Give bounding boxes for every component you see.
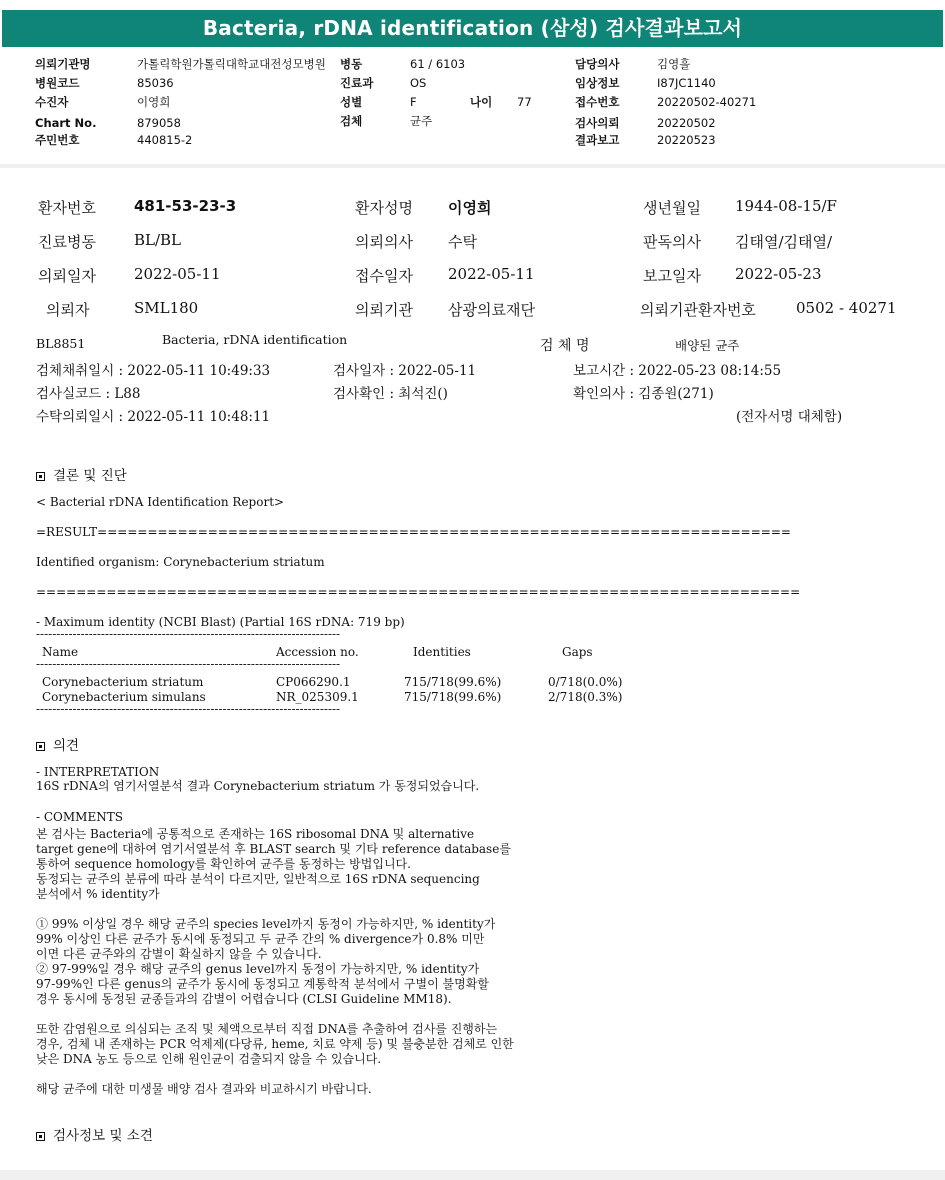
org-patient-no-label: 의뢰기관환자번호: [640, 301, 756, 319]
criteria-line: 이면 다른 균주와의 감별이 확실하지 않을 수 있습니다.: [36, 947, 322, 961]
receipt-no-label: 접수번호: [575, 95, 620, 109]
report-title: Bacteria, rDNA identification (삼성) 검사결과보고서: [2, 10, 943, 47]
test-name: Bacteria, rDNA identification: [162, 332, 348, 347]
req-doctor: 수탁: [448, 233, 477, 251]
request-header: [0, 47, 945, 164]
col-accession: Accession no.: [276, 645, 359, 659]
patient-no-label: 환자번호: [38, 199, 96, 217]
specimen-name-label: 검 체 명: [540, 338, 590, 354]
ward-2: BL/BL: [134, 231, 182, 249]
equals-line: ============================================================================: [36, 585, 801, 599]
test-date: 검사일자 : 2022-05-11: [333, 363, 477, 379]
max-identity: - Maximum identity (NCBI Blast) (Partial 16S rDNA: 719 bp): [36, 615, 405, 629]
clinical-info: I87JC1140: [657, 76, 716, 90]
ward-label-2: 진료병동: [38, 233, 96, 251]
chart-no: 879058: [137, 116, 181, 130]
sex-label: 성별: [340, 95, 363, 109]
report-time: 보고시간 : 2022-05-23 08:14:55: [573, 363, 782, 379]
row2-identities: 715/718(99.6%): [404, 690, 502, 704]
row2-gaps: 2/718(0.3%): [548, 690, 623, 704]
specimen-name: 배양된 균주: [675, 338, 740, 353]
comment-line: target gene에 대하여 염기서열분석 후 BLAST search 및 기타 reference database를: [36, 842, 511, 856]
report-date: 20220523: [657, 133, 716, 147]
patient-name: 이영희: [448, 199, 492, 217]
row1-gaps: 0/718(0.0%): [548, 675, 623, 689]
doctor-label: 담당의사: [575, 57, 620, 71]
sex: F: [410, 95, 417, 109]
criteria-line: ① 99% 이상일 경우 해당 균주의 species level까지 동정이 가능하지만, % identity가: [36, 917, 496, 931]
opinion-title: 의견: [53, 738, 80, 754]
interp-body: 16S rDNA의 염기서열분석 결과 Corynebacterium striatum 가 동정되었습니다.: [36, 779, 480, 793]
opinion-heading: [36, 734, 79, 754]
report-date-label: 결과보고: [575, 133, 620, 147]
comments-head: - COMMENTS: [36, 810, 123, 824]
info-heading: [36, 1124, 153, 1144]
table-rule-bottom: ---------------------------------------------------------------------------: [36, 702, 341, 716]
comment-line: 분석에서 % identity가: [36, 887, 160, 901]
resident-no: 440815-2: [137, 133, 193, 147]
examinee-label: 수진자: [35, 95, 69, 109]
birth: 1944-08-15/F: [735, 197, 837, 215]
interp-head: - INTERPRETATION: [36, 765, 160, 779]
req-org: 삼광의료재단: [448, 301, 535, 319]
section-bullet-icon: [36, 472, 45, 481]
note-line: 낮은 DNA 농도 등으로 인해 원인균이 검출되지 않을 수 있습니다.: [36, 1052, 382, 1066]
requesting-org-label: 의뢰기관명: [35, 57, 91, 71]
conclusion-heading: [36, 464, 127, 484]
request-date-label: 검사의뢰: [575, 116, 620, 130]
recv-date-label: 접수일자: [355, 267, 413, 285]
report-body: [0, 168, 945, 1170]
comment-line: 통하여 sequence homology를 확인하여 균주를 동정하는 방법입니다.: [36, 857, 411, 871]
requesting-org: 가톨릭학원가톨릭대학교대전성모병원: [137, 57, 326, 71]
section-bullet-icon: [36, 742, 45, 751]
examinee: 이영희: [137, 95, 171, 109]
info-title: 검사정보 및 소견: [53, 1128, 153, 1144]
specimen: 균주: [410, 114, 433, 128]
resident-no-label: 주민번호: [35, 133, 80, 147]
consign-time: 수탁의뢰일시 : 2022-05-11 10:48:11: [36, 409, 271, 425]
identified-organism: Identified organism: Corynebacterium striatum: [36, 555, 325, 569]
title-bar: [0, 0, 945, 47]
specimen-label: 검체: [340, 114, 363, 128]
chart-no-label: Chart No.: [35, 116, 97, 130]
rep-date-label: 보고일자: [643, 267, 701, 285]
patient-name-label: 환자성명: [355, 199, 413, 217]
reading-doctor: 김태열/김태열/: [735, 233, 833, 251]
age: 77: [517, 95, 532, 109]
col-identities: Identities: [413, 645, 471, 659]
ward-label: 병동: [340, 57, 363, 71]
section-bullet-icon: [36, 1132, 45, 1141]
rep-date: 2022-05-23: [735, 265, 822, 283]
criteria-line: 97-99%인 다른 genus의 균주가 동시에 동정되고 계통학적 분석에서 구별이 불명확할: [36, 977, 489, 991]
conclusion-title: 결론 및 진단: [53, 468, 127, 484]
dept: OS: [410, 76, 427, 90]
test-code: BL8851: [36, 336, 86, 351]
comment-line: 본 검사는 Bacteria에 공통적으로 존재하는 16S ribosomal DNA 및 alternative: [36, 827, 475, 841]
request-date: 20220502: [657, 116, 716, 130]
hospital-code: 85036: [137, 76, 174, 90]
reading-doctor-label: 판독의사: [643, 233, 701, 251]
result-line: =RESULT=====================================================================: [36, 525, 791, 539]
dept-label: 진료과: [340, 76, 374, 90]
row1-name: Corynebacterium striatum: [42, 675, 204, 689]
confirm-doctor: 확인의사 : 김종원(271): [573, 386, 714, 402]
org-patient-no: 0502 - 40271: [796, 299, 897, 317]
criteria-line: 경우 동시에 동정된 균종들과의 감별이 어렵습니다 (CLSI Guideline MM18).: [36, 992, 452, 1006]
lab-code: 검사실코드 : L88: [36, 386, 141, 402]
report-subtitle: < Bacterial rDNA Identification Report>: [36, 495, 285, 509]
esign-note: (전자서명 대체함): [736, 409, 843, 425]
receipt-no: 20220502-40271: [657, 95, 757, 109]
req-doctor-label: 의뢰의사: [355, 233, 413, 251]
birth-label: 생년월일: [643, 199, 701, 217]
clinical-info-label: 임상정보: [575, 76, 620, 90]
doctor: 김영흘: [657, 57, 691, 71]
col-gaps: Gaps: [562, 645, 593, 659]
note-line: 경우, 검체 내 존재하는 PCR 억제제(다당류, heme, 치료 약제 등) 및 불충분한 검체로 인한: [36, 1037, 514, 1051]
comment-line: 동정되는 균주의 분류에 따라 분석이 다르지만, 일반적으로 16S rDNA sequencing: [36, 872, 480, 886]
req-date: 2022-05-11: [134, 265, 221, 283]
row2-accession: NR_025309.1: [276, 690, 359, 704]
row1-identities: 715/718(99.6%): [404, 675, 502, 689]
requester-label: 의뢰자: [46, 301, 90, 319]
note-line: 또한 감염원으로 의심되는 조직 및 체액으로부터 직접 DNA를 추출하여 검사를 진행하는: [36, 1022, 498, 1036]
criteria-line: 99% 이상인 다른 균주가 동시에 동정되고 두 균주 간의 % divergence가 0.8% 미만: [36, 932, 485, 946]
criteria-line: ② 97-99%일 경우 해당 균주의 genus level까지 동정이 가능하지만, % identity가: [36, 962, 480, 976]
closing-line: 해당 균주에 대한 미생물 배양 검사 결과와 비교하시기 바랍니다.: [36, 1082, 372, 1096]
footer-strip: [0, 1170, 945, 1180]
hospital-code-label: 병원코드: [35, 76, 80, 90]
table-rule-mid: ---------------------------------------------------------------------------: [36, 657, 341, 671]
recv-date: 2022-05-11: [448, 265, 535, 283]
table-rule-top: ---------------------------------------------------------------------------: [36, 627, 341, 641]
collect-time: 검체채취일시 : 2022-05-11 10:49:33: [36, 363, 271, 379]
req-org-label: 의뢰기관: [355, 301, 413, 319]
req-date-label: 의뢰일자: [38, 267, 96, 285]
row2-name: Corynebacterium simulans: [42, 690, 206, 704]
requester: SML180: [134, 299, 199, 317]
row1-accession: CP066290.1: [276, 675, 351, 689]
confirm: 검사확인 : 최석진(): [333, 386, 448, 402]
ward: 61 / 6103: [410, 57, 466, 71]
age-label: 나이: [470, 95, 493, 109]
patient-no: 481-53-23-3: [134, 197, 237, 215]
col-name: Name: [42, 645, 79, 659]
